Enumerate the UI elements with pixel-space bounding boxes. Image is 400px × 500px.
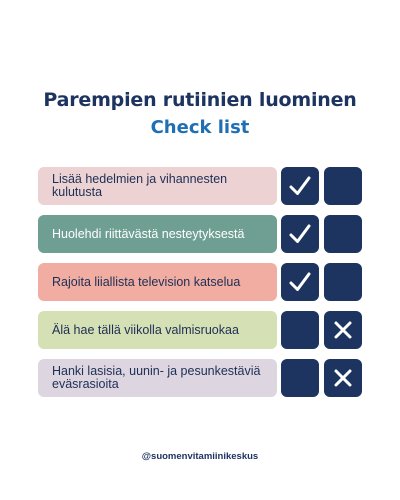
checklist-item-label-box <box>38 263 277 301</box>
checklist-item-label-box <box>38 215 277 253</box>
checklist-item-label: Lisää hedelmien ja vihannesten kulutusta <box>52 172 228 199</box>
checklist-item <box>38 359 362 397</box>
done-checkbox[interactable] <box>281 359 319 397</box>
page-title: Parempien rutiinien luominen <box>43 89 357 111</box>
not-done-checkbox[interactable] <box>324 215 362 253</box>
checklist-item-label-box <box>38 359 277 397</box>
checklist-item-label: Rajoita liiallista television katselua <box>52 274 241 289</box>
done-checkbox[interactable] <box>281 311 319 349</box>
page-subtitle: Check list <box>150 117 250 138</box>
cross-icon <box>330 317 356 343</box>
done-checkbox[interactable] <box>281 167 319 205</box>
done-checkbox[interactable] <box>281 263 319 301</box>
cross-icon <box>330 365 356 391</box>
checklist-item <box>38 215 362 253</box>
not-done-checkbox[interactable] <box>324 359 362 397</box>
checklist-item-label: Hanki lasisia, uunin- ja pesunkestäviä eväsrasioita <box>52 364 261 391</box>
footer-handle: @suomenvitamiinikeskus <box>141 451 259 462</box>
check-icon <box>287 269 313 295</box>
checklist-item-label: Älä hae tällä viikolla valmisruokaa <box>52 322 239 337</box>
check-icon <box>287 221 313 247</box>
not-done-checkbox[interactable] <box>324 263 362 301</box>
check-icon <box>287 173 313 199</box>
not-done-checkbox[interactable] <box>324 311 362 349</box>
done-checkbox[interactable] <box>281 215 319 253</box>
checklist-item <box>38 167 362 205</box>
checklist-item-label: Huolehdi riittävästä nesteytyksestä <box>52 226 245 241</box>
checklist-item-label-box <box>38 167 277 205</box>
checklist <box>38 167 362 407</box>
not-done-checkbox[interactable] <box>324 167 362 205</box>
checklist-item-label-box <box>38 311 277 349</box>
checklist-item <box>38 263 362 301</box>
checklist-item <box>38 311 362 349</box>
